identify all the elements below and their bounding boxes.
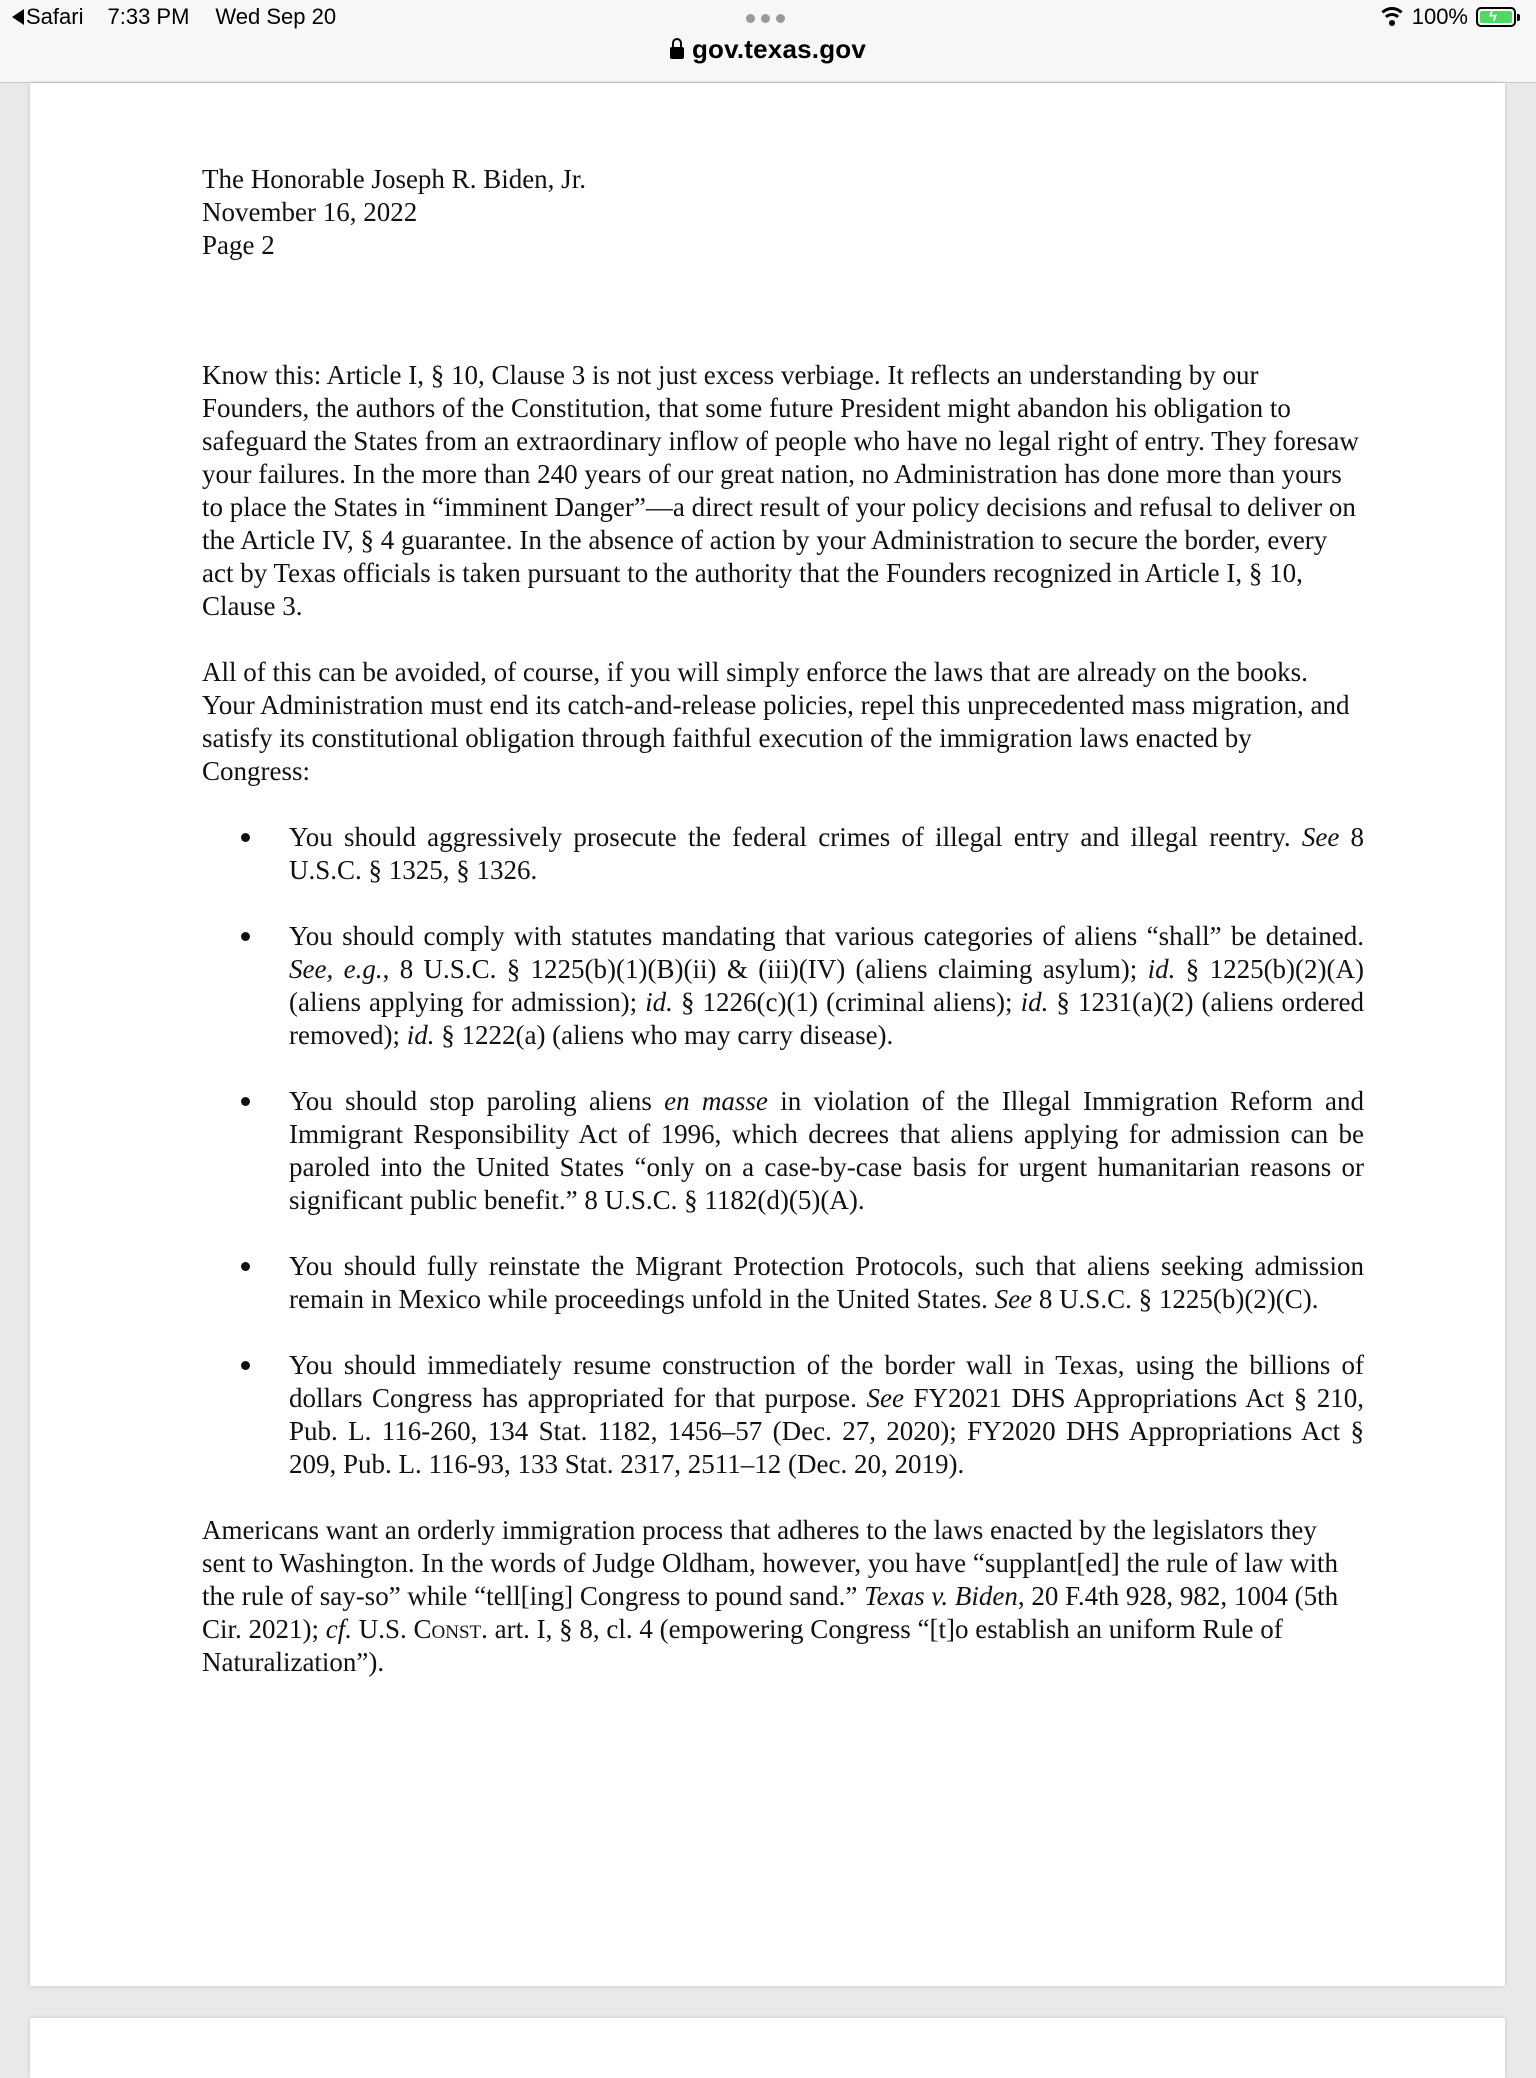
battery-percent: 100%	[1411, 4, 1468, 29]
paragraph-1: Know this: Article I, § 10, Clause 3 is not just excess verbiage. It reflects an understanding by our Founders, the authors of the Constitution, that some future President might abandon his obligation to safeguard the States from an extraordinary inflow of people who have no legal right of entry. They foresaw your failures. In the more than 240 years of our great nation, no Administration has done more than yours to place the States in “imminent Danger”—a direct result of your policy decisions and refusal to deliver on the Article IV, § 4 guarantee. In the absence of action by your Administration to secure the border, every act by Texas officials is taken pursuant to the authority that the Founders recognized in Article I, § 10, Clause 3.	[202, 360, 1359, 621]
bullet-icon	[241, 1361, 250, 1370]
list-item: You should comply with statutes mandating that various categories of aliens “shall” be detained. See, e.g., 8 U.S.C. § 1225(b)(1)(B)(ii) & (iii)(IV) (aliens claiming asylum); id. § 1225(b)(2)(A) (aliens applying for admission); id. § 1226(c)(1) (criminal aliens); id. § 1231(a)(2) (aliens ordered removed); id. § 1222(a) (aliens who may carry disease).	[202, 920, 1364, 1052]
bullet-icon	[241, 1097, 250, 1106]
letter-body	[202, 163, 1364, 1679]
paragraph-2: All of this can be avoided, of course, if you will simply enforce the laws that are already on the books. Your Administration must end its catch-and-release policies, repel this unprecedented mass migration, and satisfy its constitutional obligation through faithful execution of the immigration laws enacted by Congress:	[202, 657, 1350, 786]
list-item: You should fully reinstate the Migrant Protection Protocols, such that aliens seeking admission remain in Mexico while proceedings unfold in the United States. See 8 U.S.C. § 1225(b)(2)(C).	[202, 1250, 1364, 1316]
recipient-line: The Honorable Joseph R. Biden, Jr.	[202, 164, 586, 194]
clock-date: Wed Sep 20	[215, 4, 337, 29]
clock-time: 7:33 PM	[107, 4, 190, 29]
status-bar	[0, 0, 1536, 83]
bullet-icon	[241, 932, 250, 941]
status-bar-left	[12, 4, 336, 30]
back-to-app-button[interactable]	[12, 4, 83, 30]
back-arrow-icon	[12, 9, 24, 25]
pdf-next-page	[30, 2018, 1505, 2078]
bullet-icon	[241, 1262, 250, 1271]
address-bar[interactable]	[0, 34, 1536, 65]
bullet-icon	[241, 833, 250, 842]
url-text: gov.texas.gov	[691, 34, 867, 64]
page-number-line: Page 2	[202, 230, 275, 260]
battery-icon	[1476, 7, 1516, 27]
date-line: November 16, 2022	[202, 197, 418, 227]
back-app-label: Safari	[26, 4, 84, 29]
wifi-icon	[1380, 7, 1404, 27]
paragraph-3: Americans want an orderly immigration process that adheres to the laws enacted by the legislators they sent to Washington. In the words of Judge Oldham, however, you have “supplant[ed] the rule of law with the rule of say-so” while “tell[ing] Congress to pound sand.” Texas v. Biden, 20 F.4th 928, 982, 1004 (5th Cir. 2021); cf. U.S. Const. art. I, § 8, cl. 4 (empowering Congress “[t]o establish an uniform Rule of Naturalization”).	[202, 1515, 1339, 1677]
list-item: You should stop paroling aliens en masse in violation of the Illegal Immigration Reform and Immigrant Responsibility Act of 1996, which decrees that aliens applying for admission can be paroled into the United States “only on a case-by-case basis for urgent humanitarian reasons or significant public benefit.” 8 U.S.C. § 1182(d)(5)(A).	[202, 1085, 1364, 1217]
list-item: You should aggressively prosecute the federal crimes of illegal entry and illegal reentry. See 8 U.S.C. § 1325, § 1326.	[202, 821, 1364, 887]
pdf-page	[30, 83, 1505, 1986]
status-bar-right	[1380, 4, 1522, 30]
letter-header	[202, 163, 1364, 262]
tab-dots-icon[interactable]	[746, 14, 785, 23]
list-item: You should immediately resume construction of the border wall in Texas, using the billions of dollars Congress has appropriated for that purpose. See FY2021 DHS Appropriations Act § 210, Pub. L. 116-260, 134 Stat. 1182, 1456–57 (Dec. 27, 2020); FY2020 DHS Appropriations Act § 209, Pub. L. 116-93, 133 Stat. 2317, 2511–12 (Dec. 20, 2019).	[202, 1349, 1364, 1481]
lock-icon	[670, 47, 684, 59]
charging-bolt-icon: ϟ	[1489, 8, 1497, 25]
demands-list	[202, 821, 1364, 1481]
